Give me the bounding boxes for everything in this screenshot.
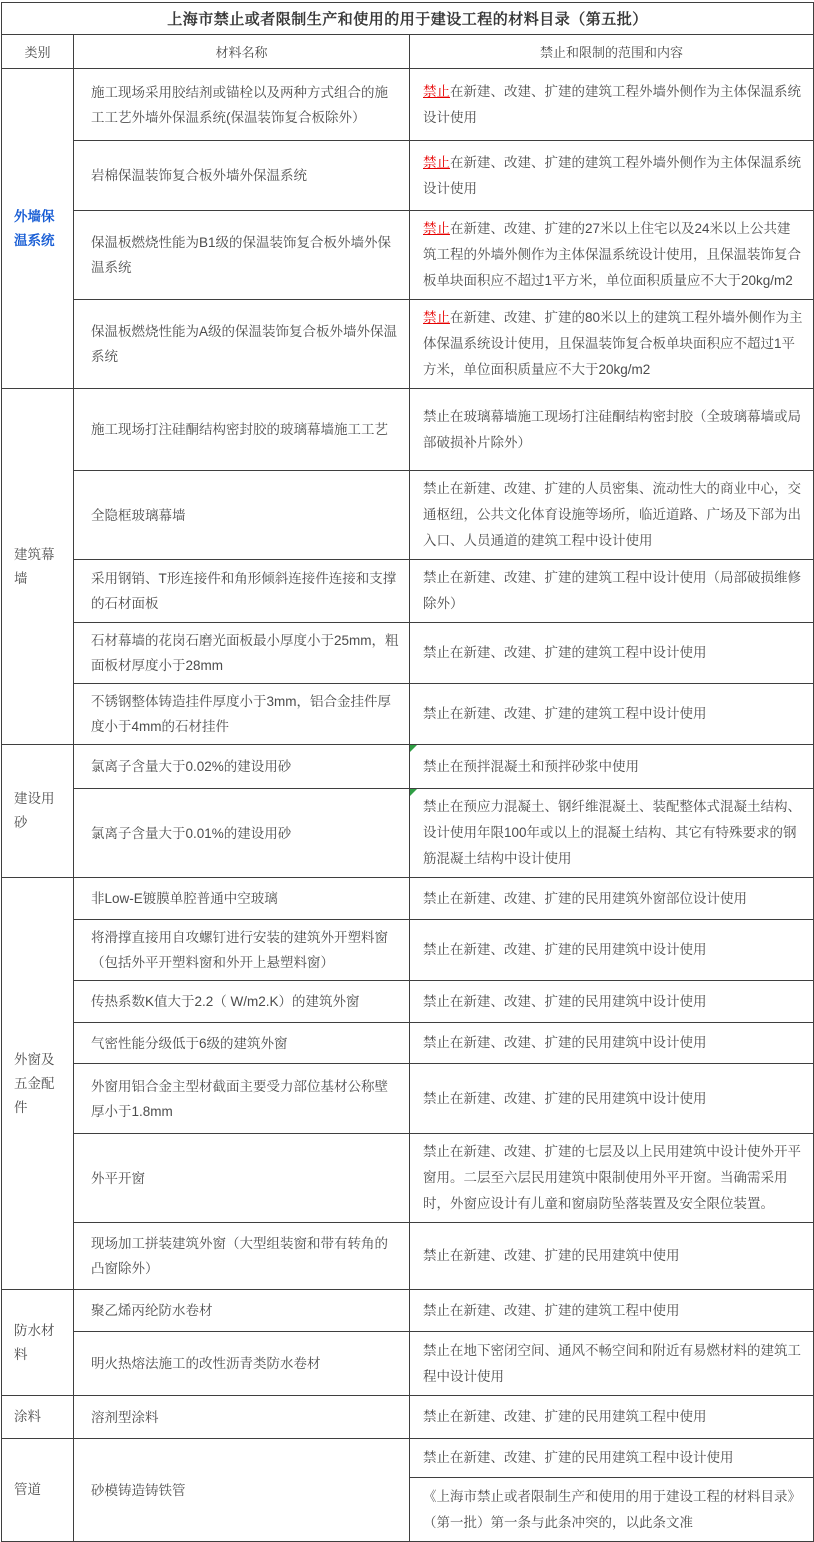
- scope-subcell: 禁止在新建、改建、扩建的民用建筑工程中设计使用: [423, 1450, 734, 1465]
- table-row: [2, 789, 814, 878]
- table-row: [2, 1064, 814, 1134]
- table-row: [2, 389, 814, 471]
- material-cell: 施工现场采用胶结剂或锚栓以及两种方式组合的施工工艺外墙外保温系统(保温装饰复合板除外）: [74, 69, 410, 141]
- col-header-category: 类别: [2, 35, 74, 69]
- table-row: [2, 1439, 814, 1542]
- table-row: [2, 69, 814, 141]
- material-cell: 明火热熔法施工的改性沥青类防水卷材: [74, 1332, 410, 1396]
- ban-keyword: 禁止: [423, 154, 450, 170]
- ban-keyword: 禁止: [423, 221, 450, 236]
- material-cell: 施工现场打注硅酮结构密封胶的玻璃幕墙施工工艺: [74, 389, 410, 471]
- scope-cell: 禁止在新建、改建、扩建的人员密集、流动性大的商业中心，交通枢纽，公共文化体育设施等场所，临近道路、广场及下部为出入口、人员通道的建筑工程中设计使用: [410, 471, 814, 560]
- ban-keyword: 禁止: [423, 83, 450, 99]
- material-cell: 氯离子含量大于0.01%的建设用砂: [74, 789, 410, 878]
- title-row: [2, 3, 814, 35]
- column-header-row: [2, 35, 814, 69]
- material-cell: 非Low-E镀膜单腔普通中空玻璃: [74, 878, 410, 920]
- scope-cell: 禁止在新建、改建、扩建的民用建筑中使用: [410, 1223, 814, 1290]
- scope-cell: 禁止在新建、改建、扩建的建筑工程中设计使用（局部破损维修除外）: [410, 560, 814, 623]
- material-cell: 岩棉保温装饰复合板外墙外保温系统: [74, 141, 410, 211]
- table-row: [2, 1396, 814, 1439]
- scope-cell-split: [410, 1439, 814, 1542]
- category-cell: 外窗及五金配件: [2, 878, 74, 1290]
- table-row: [2, 141, 814, 211]
- scope-cell: 禁止在新建、改建、扩建的建筑工程中使用: [410, 1290, 814, 1332]
- scope-cell: 禁止在玻璃幕墙施工现场打注硅酮结构密封胶（全玻璃幕墙或局部破损补片除外）: [410, 389, 814, 471]
- scope-cell: 禁止在预应力混凝土、钢纤维混凝土、装配整体式混凝土结构、设计使用年限100年或以上的混凝土结构、其它有特殊要求的钢筋混凝土结构中设计使用: [410, 789, 814, 878]
- scope-cell: 禁止在新建、改建、扩建的民用建筑中设计使用: [410, 1064, 814, 1134]
- table-row: [2, 471, 814, 560]
- table-row: [2, 1134, 814, 1223]
- ban-keyword: 禁止: [423, 310, 450, 325]
- scope-cell: 禁止在新建、改建、扩建的民用建筑中设计使用: [410, 920, 814, 981]
- table-row: [2, 1290, 814, 1332]
- category-cell: 防水材料: [2, 1290, 74, 1396]
- material-cell: 溶剂型涂料: [74, 1396, 410, 1439]
- category-cell: 建设用砂: [2, 745, 74, 878]
- scope-cell: 禁止在新建、改建、扩建的27米以上住宅以及24米以上公共建筑工程的外墙外侧作为主体保温系统设计使用，且保温装饰复合板单块面积应不超过1平方米，单位面积质量应不大于20kg/m2: [410, 211, 814, 300]
- scope-subcell: 《上海市禁止或者限制生产和使用的用于建设工程的材料目录》（第一批）第一条与此条冲突的，以此条文准: [410, 1477, 813, 1541]
- material-cell: 氯离子含量大于0.02%的建设用砂: [74, 745, 410, 789]
- scope-cell: 禁止在新建、改建、扩建的80米以上的建筑工程外墙外侧作为主体保温系统设计使用，且保温装饰复合板单块面积应不超过1平方米，单位面积质量应不大于20kg/m2: [410, 300, 814, 389]
- col-header-scope: 禁止和限制的范围和内容: [410, 35, 814, 69]
- material-cell: 聚乙烯丙纶防水卷材: [74, 1290, 410, 1332]
- table-row: [2, 560, 814, 623]
- table-row: [2, 1332, 814, 1396]
- scope-cell: 禁止在新建、改建、扩建的七层及以上民用建筑中设计使外开平窗用。二层至六层民用建筑中限制使用外平开窗。当确需采用时，外窗应设计有儿童和窗扇防坠落装置及安全限位装置。: [410, 1134, 814, 1223]
- material-cell: 外平开窗: [74, 1134, 410, 1223]
- table-row: [2, 1023, 814, 1064]
- table-row: [2, 878, 814, 920]
- material-cell: 砂模铸造铸铁管: [74, 1439, 410, 1542]
- page-title: 上海市禁止或者限制生产和使用的用于建设工程的材料目录（第五批）: [2, 3, 814, 35]
- category-cell: 建筑幕墙: [2, 389, 74, 745]
- category-cell: 管道: [2, 1439, 74, 1542]
- scope-cell: 禁止在新建、改建、扩建的民用建筑外窗部位设计使用: [410, 878, 814, 920]
- material-cell: 外窗用铝合金主型材截面主要受力部位基材公称壁厚小于1.8mm: [74, 1064, 410, 1134]
- material-cell: 石材幕墙的花岗石磨光面板最小厚度小于25mm，粗面板材厚度小于28mm: [74, 623, 410, 684]
- scope-cell: 禁止在预拌混凝土和预拌砂浆中使用: [410, 745, 814, 789]
- table-row: [2, 1223, 814, 1290]
- table-row: [2, 300, 814, 389]
- table-row: [2, 745, 814, 789]
- table-body: [2, 69, 814, 1542]
- table-row: [2, 684, 814, 745]
- scope-cell: 禁止在新建、改建、扩建的建筑工程外墙外侧作为主体保温系统设计使用: [410, 69, 814, 141]
- table-row: [2, 981, 814, 1023]
- material-cell: 全隐框玻璃幕墙: [74, 471, 410, 560]
- material-cell: 传热系数K值大于2.2（ W/m2.K）的建筑外窗: [74, 981, 410, 1023]
- table-row: [2, 623, 814, 684]
- material-cell: 不锈钢整体铸造挂件厚度小于3mm，铝合金挂件厚度小于4mm的石材挂件: [74, 684, 410, 745]
- scope-cell: 禁止在新建、改建、扩建的建筑工程中设计使用: [410, 623, 814, 684]
- material-cell: 气密性能分级低于6级的建筑外窗: [74, 1023, 410, 1064]
- scope-cell: 禁止在新建、改建、扩建的民用建筑中设计使用: [410, 981, 814, 1023]
- materials-table: [1, 2, 814, 1542]
- material-cell: 保温板燃烧性能为B1级的保温装饰复合板外墙外保温系统: [74, 211, 410, 300]
- table-row: [2, 920, 814, 981]
- scope-cell: 禁止在地下密闭空间、通风不畅空间和附近有易燃材料的建筑工程中设计使用: [410, 1332, 814, 1396]
- material-cell: 保温板燃烧性能为A级的保温装饰复合板外墙外保温系统: [74, 300, 410, 389]
- scope-cell: 禁止在新建、改建、扩建的民用建筑工程中使用: [410, 1396, 814, 1439]
- material-cell: 现场加工拼装建筑外窗（大型组装窗和带有转角的凸窗除外）: [74, 1223, 410, 1290]
- table-row: [2, 211, 814, 300]
- col-header-material: 材料名称: [74, 35, 410, 69]
- material-cell: 采用钢销、T形连接件和角形倾斜连接件连接和支撑的石材面板: [74, 560, 410, 623]
- material-cell: 将滑撑直接用自攻螺钉进行安装的建筑外开塑料窗（包括外平开塑料窗和外开上悬塑料窗）: [74, 920, 410, 981]
- scope-cell: 禁止在新建、改建、扩建的建筑工程中设计使用: [410, 684, 814, 745]
- scope-cell: 禁止在新建、改建、扩建的建筑工程外墙外侧作为主体保温系统设计使用: [410, 141, 814, 211]
- scope-cell: 禁止在新建、改建、扩建的民用建筑中设计使用: [410, 1023, 814, 1064]
- category-cell: 涂料: [2, 1396, 74, 1439]
- category-cell: 外墙保温系统: [2, 69, 74, 389]
